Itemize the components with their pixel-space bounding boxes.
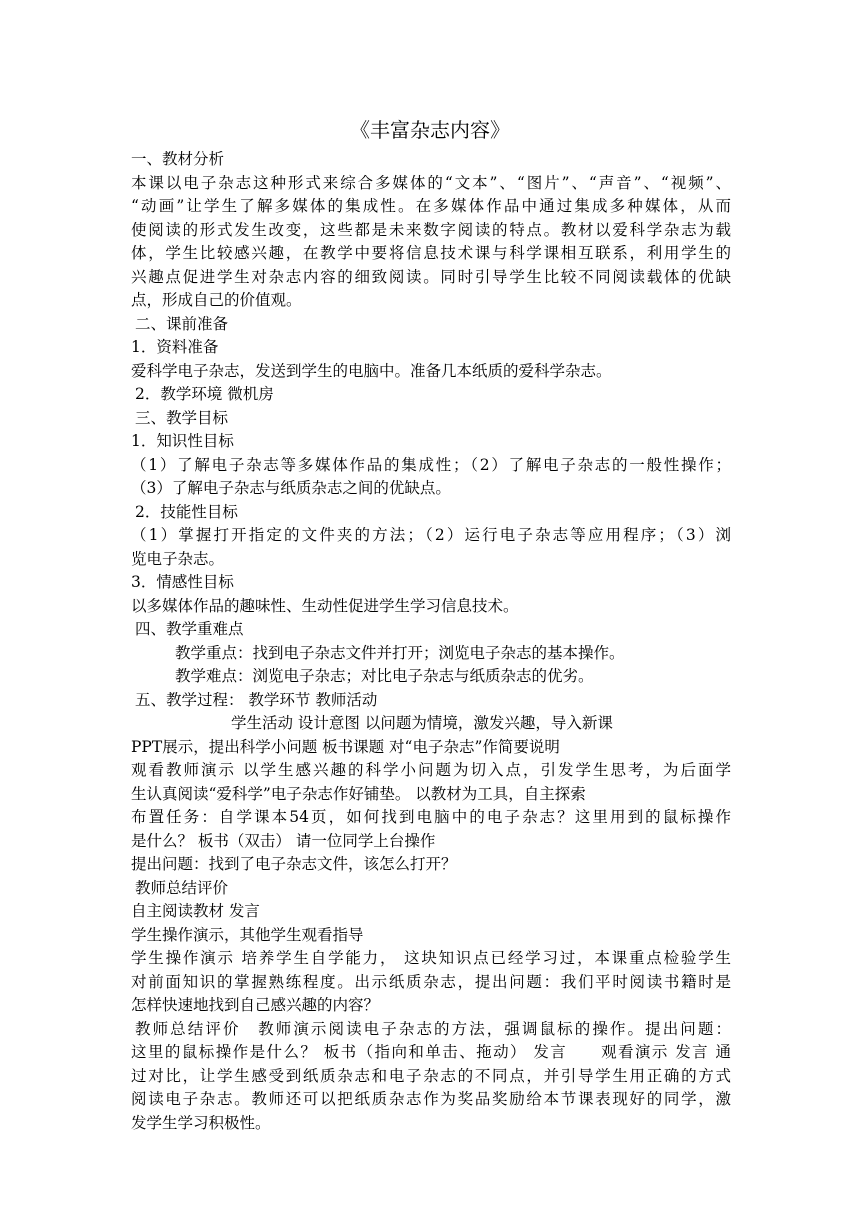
paragraph-line: 发学生学习积极性。 [131,1113,271,1132]
paragraph-line: 学生操作演示 培养学生自学能力， 这块知识点已经学习过，本课重点检验学生 [131,949,731,967]
paragraph-line: 以多媒体作品的趣味性、生动性促进学生学习信息技术。 [131,596,519,615]
paragraph-line: 自主阅读教材 发言 [131,902,260,920]
subheading: 2．技能性目标 [135,502,238,521]
heading-preparation: 二、课前准备 [135,314,229,333]
paragraph-line: 这里的鼠标操作是什么？ 板书（指向和单击、拖动） 发言 观看演示 发言 通 [131,1043,731,1061]
paragraph-line: 爱科学电子杂志，发送到学生的电脑中。准备几本纸质的爱科学杂志。 [131,361,612,380]
paragraph-line: 提出问题：找到了电子杂志文件，该怎么打开？ [131,855,457,873]
subheading: 3．情感性目标 [131,573,234,591]
paragraph-line: （1）掌握打开指定的文件夹的方法；（2）运行电子杂志等应用程序；（3）浏 [131,526,731,544]
paragraph-line: 教学难点：浏览电子杂志；对比电子杂志与纸质杂志的优劣。 [175,667,594,685]
paragraph-line: 教师总结评价 教师演示阅读电子杂志的方法，强调鼠标的操作。提出问题： [135,1019,731,1038]
paragraph-line: （1）了解电子杂志等多媒体作品的集成性；（2）了解电子杂志的一般性操作； [131,455,731,474]
paragraph-line: 教师总结评价 [135,878,229,897]
subheading: 1．知识性目标 [131,432,234,450]
subheading: 2．教学环境 微机房 [135,385,274,403]
heading-objectives: 三、教学目标 [135,408,229,427]
paragraph-line: 怎样快速地找到自己感兴趣的内容？ [131,996,380,1014]
paragraph-line: 是什么？ 板书（双击） 请一位同学上台操作 [131,831,436,850]
paragraph-line: 学生操作演示，其他学生观看指导 [131,925,364,944]
paragraph-line: 对前面知识的掌握熟练程度。出示纸质杂志，提出问题：我们平时阅读书籍时是 [131,972,731,991]
document-title: 《丰富杂志内容》 [350,118,510,142]
paragraph-line: PPT展示，提出科学小问题 板书课题 对“电子杂志”作简要说明 [131,737,560,756]
paragraph-line: 体，学生比较感兴趣，在教学中要将信息技术课与科学课相互联系，利用学生的 [131,244,731,262]
paragraph-line: 兴趣点促进学生对杂志内容的细致阅读。同时引导学生比较不同阅读载体的优缺 [131,267,731,286]
paragraph-line: 使阅读的形式发生改变，这些都是未来数字阅读的特点。教材以爱科学杂志为载 [131,220,731,239]
paragraph-line: 观看教师演示 以学生感兴趣的科学小问题为切入点，引发学生思考，为后面学 [131,761,731,779]
paragraph-line: 学生活动 设计意图 以问题为情境，激发兴趣，导入新课 [231,714,613,732]
paragraph-line: （3）了解电子杂志与纸质杂志之间的优缺点。 [131,479,451,497]
paragraph-line: 生认真阅读“爱科学”电子杂志作好铺垫。 以教材为工具，自主探索 [131,784,586,803]
paragraph-line: 本课以电子杂志这种形式来综合多媒体的“文本”、“图片”、“声音”、“视频”、 [131,173,731,192]
paragraph-line: 阅读电子杂志。教师还可以把纸质杂志作为奖品奖励给本节课表现好的同学，激 [131,1090,731,1108]
document-body [131,148,731,1135]
heading-key-points: 四、教学重难点 [135,620,244,638]
subheading: 1．资料准备 [131,338,219,356]
paragraph-line: 览电子杂志。 [131,549,225,568]
paragraph-line: 教学重点：找到电子杂志文件并打开；浏览电子杂志的基本操作。 [175,643,625,662]
paragraph-line: 过对比，让学生感受到纸质杂志和电子杂志的不同点，并引导学生用正确的方式 [131,1066,731,1085]
paragraph-line: “动画”让学生了解多媒体的集成性。在多媒体作品中通过集成多种媒体，从而 [131,197,731,215]
paragraph-line: 布置任务：自学课本54页，如何找到电脑中的电子杂志？这里用到的鼠标操作 [131,808,731,826]
paragraph-line: 点，形成自己的价值观。 [131,291,302,309]
heading-process: 五、教学过程： 教学环节 教师活动 [135,690,378,709]
heading-textbook-analysis: 一、教材分析 [131,150,225,168]
